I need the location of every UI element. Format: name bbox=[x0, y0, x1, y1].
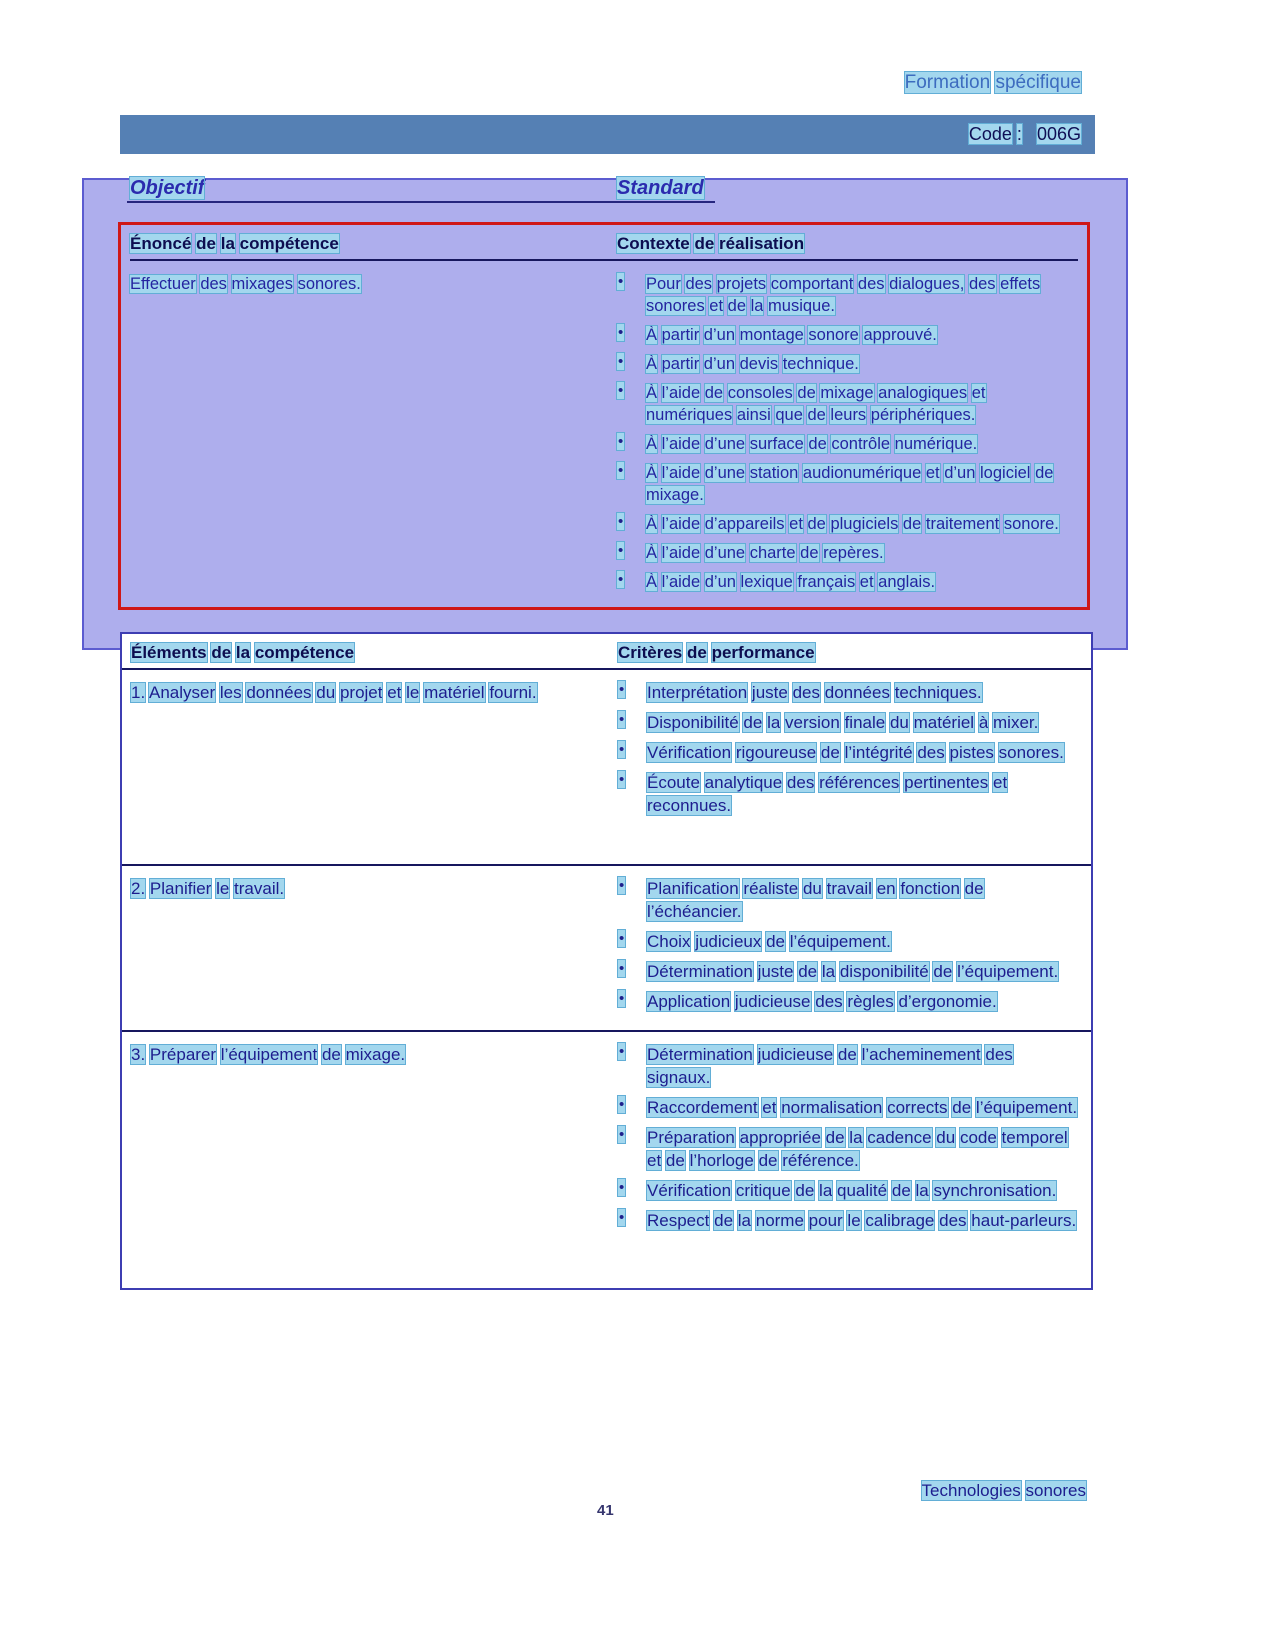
document-category-label: Formation spécifique bbox=[904, 72, 1081, 93]
criterion-text: Vérification rigoureuse de l’intégrité des pistes sonores. bbox=[647, 743, 1064, 762]
criterion-text: Écoute analytique des références pertinentes et reconnues. bbox=[647, 773, 1008, 815]
bullet-icon bbox=[618, 990, 647, 1013]
bullet-icon bbox=[617, 571, 646, 593]
criterion-item bbox=[618, 771, 1079, 817]
criteria-list bbox=[618, 681, 1079, 817]
context-item-text: À l’aide d’un lexique français et anglais. bbox=[646, 573, 936, 591]
criterion-text: Vérification critique de la qualité de la synchronisation. bbox=[647, 1181, 1057, 1200]
bullet-icon bbox=[618, 960, 647, 983]
criterion-item bbox=[618, 711, 1079, 734]
elements-header-cell bbox=[122, 643, 618, 663]
element-text: 1. Analyser les données du projet et le matériel fourni. bbox=[131, 683, 537, 702]
criterion-text: Choix judicieux de l’équipement. bbox=[647, 932, 891, 951]
competence-statement-cell bbox=[121, 273, 617, 600]
criterion-item bbox=[618, 1179, 1079, 1202]
competence-statement: Effectuer des mixages sonores. bbox=[130, 275, 361, 293]
elements-header-label: Éléments de la compétence bbox=[131, 643, 355, 662]
element-cell bbox=[122, 1043, 618, 1239]
criterion-item bbox=[618, 930, 1079, 953]
element-row-3 bbox=[122, 1030, 1091, 1245]
criterion-item bbox=[618, 877, 1079, 923]
context-item bbox=[617, 273, 1075, 317]
context-item bbox=[617, 462, 1075, 506]
criterion-text: Préparation appropriée de la cadence du code temporel et de l’horloge de référence. bbox=[647, 1128, 1068, 1170]
contexte-list-cell bbox=[617, 273, 1087, 600]
code-label: Code : 006G bbox=[968, 124, 1081, 144]
element-row-2 bbox=[122, 864, 1091, 1030]
element-cell bbox=[122, 877, 618, 1024]
criterion-text: Respect de la norme pour le calibrage des haut-parleurs. bbox=[647, 1211, 1077, 1230]
bullet-icon bbox=[618, 1209, 647, 1232]
elements-criteres-table bbox=[120, 632, 1093, 1290]
bullet-icon bbox=[617, 513, 646, 535]
criterion-text: Disponibilité de la version finale du matériel à mixer. bbox=[647, 713, 1039, 732]
enonce-contexte-header-row bbox=[121, 225, 1087, 254]
bullet-icon bbox=[617, 433, 646, 455]
bullet-icon bbox=[617, 273, 646, 317]
contexte-header-label: Contexte de réalisation bbox=[617, 234, 805, 253]
criteria-list bbox=[618, 1043, 1079, 1232]
criterion-item bbox=[618, 1096, 1079, 1119]
context-item bbox=[617, 433, 1075, 455]
bullet-icon bbox=[617, 382, 646, 426]
program-name-footer: Technologies sonores bbox=[921, 1481, 1086, 1500]
context-item bbox=[617, 542, 1075, 564]
element-row-1 bbox=[122, 670, 1091, 864]
criterion-item bbox=[618, 1209, 1079, 1232]
context-item bbox=[617, 353, 1075, 375]
code-bar bbox=[120, 115, 1095, 154]
context-item-text: À l’aide d’une charte de repères. bbox=[646, 544, 884, 562]
criterion-text: Interprétation juste des données techniques. bbox=[647, 683, 982, 702]
criterion-item bbox=[618, 960, 1079, 983]
page-number: 41 bbox=[597, 1502, 614, 1519]
criterion-text: Détermination judicieuse de l’acheminement des signaux. bbox=[647, 1045, 1013, 1087]
context-item-text: À l’aide de consoles de mixage analogiques et numériques ainsi que de leurs périphériques. bbox=[646, 384, 986, 424]
objectif-standard-header bbox=[127, 177, 715, 203]
element-text: 3. Préparer l’équipement de mixage. bbox=[131, 1045, 406, 1064]
context-item-text: Pour des projets comportant des dialogues, des effets sonores et de la musique. bbox=[646, 275, 1041, 315]
context-item bbox=[617, 324, 1075, 346]
criterion-text: Planification réaliste du travail en fonction de l’échéancier. bbox=[647, 879, 984, 921]
standard-heading: Standard bbox=[617, 177, 704, 199]
criterion-item bbox=[618, 1126, 1079, 1172]
bullet-icon bbox=[618, 1126, 647, 1172]
bullet-icon bbox=[618, 771, 647, 817]
criterion-text: Détermination juste de la disponibilité de l’équipement. bbox=[647, 962, 1059, 981]
enonce-contexte-table bbox=[118, 222, 1090, 610]
context-item bbox=[617, 382, 1075, 426]
context-item-text: À partir d’un devis technique. bbox=[646, 355, 859, 373]
bullet-icon bbox=[618, 711, 647, 734]
bullet-icon bbox=[618, 877, 647, 923]
criterion-item bbox=[618, 990, 1079, 1013]
criteria-list bbox=[618, 877, 1079, 1013]
criterion-text: Application judicieuse des règles d’ergonomie. bbox=[647, 992, 997, 1011]
context-item-text: À l’aide d’appareils et de plugiciels de traitement sonore. bbox=[646, 515, 1059, 533]
elements-criteres-header-row bbox=[122, 634, 1091, 670]
bullet-icon bbox=[617, 353, 646, 375]
criteres-header-label: Critères de performance bbox=[618, 643, 815, 662]
contexte-header-cell bbox=[617, 234, 1087, 254]
context-item-text: À l’aide d’une station audionumérique et d’un logiciel de mixage. bbox=[646, 464, 1054, 504]
contexte-list bbox=[617, 273, 1075, 593]
bullet-icon bbox=[617, 542, 646, 564]
context-item bbox=[617, 571, 1075, 593]
criteres-header-cell bbox=[618, 643, 1091, 663]
enonce-header-label: Énoncé de la compétence bbox=[130, 234, 339, 253]
bullet-icon bbox=[618, 930, 647, 953]
objectif-heading: Objectif bbox=[130, 177, 205, 199]
criterion-item bbox=[618, 1043, 1079, 1089]
bullet-icon bbox=[617, 462, 646, 506]
criteria-cell bbox=[618, 1043, 1091, 1239]
bullet-icon bbox=[618, 681, 647, 704]
criterion-item bbox=[618, 681, 1079, 704]
enonce-header-cell bbox=[121, 234, 617, 254]
criteria-cell bbox=[618, 877, 1091, 1024]
context-item-text: À partir d’un montage sonore approuvé. bbox=[646, 326, 937, 344]
criterion-item bbox=[618, 741, 1079, 764]
bullet-icon bbox=[618, 1043, 647, 1089]
element-cell bbox=[122, 681, 618, 858]
bullet-icon bbox=[618, 741, 647, 764]
bullet-icon bbox=[618, 1179, 647, 1202]
bullet-icon bbox=[617, 324, 646, 346]
enonce-contexte-body-row bbox=[121, 261, 1087, 600]
bullet-icon bbox=[618, 1096, 647, 1119]
criterion-text: Raccordement et normalisation corrects de l’équipement. bbox=[647, 1098, 1078, 1117]
objectif-standard-section bbox=[82, 178, 1128, 650]
context-item-text: À l’aide d’une surface de contrôle numérique. bbox=[646, 435, 978, 453]
element-text: 2. Planifier le travail. bbox=[131, 879, 285, 898]
criteria-cell bbox=[618, 681, 1091, 858]
context-item bbox=[617, 513, 1075, 535]
